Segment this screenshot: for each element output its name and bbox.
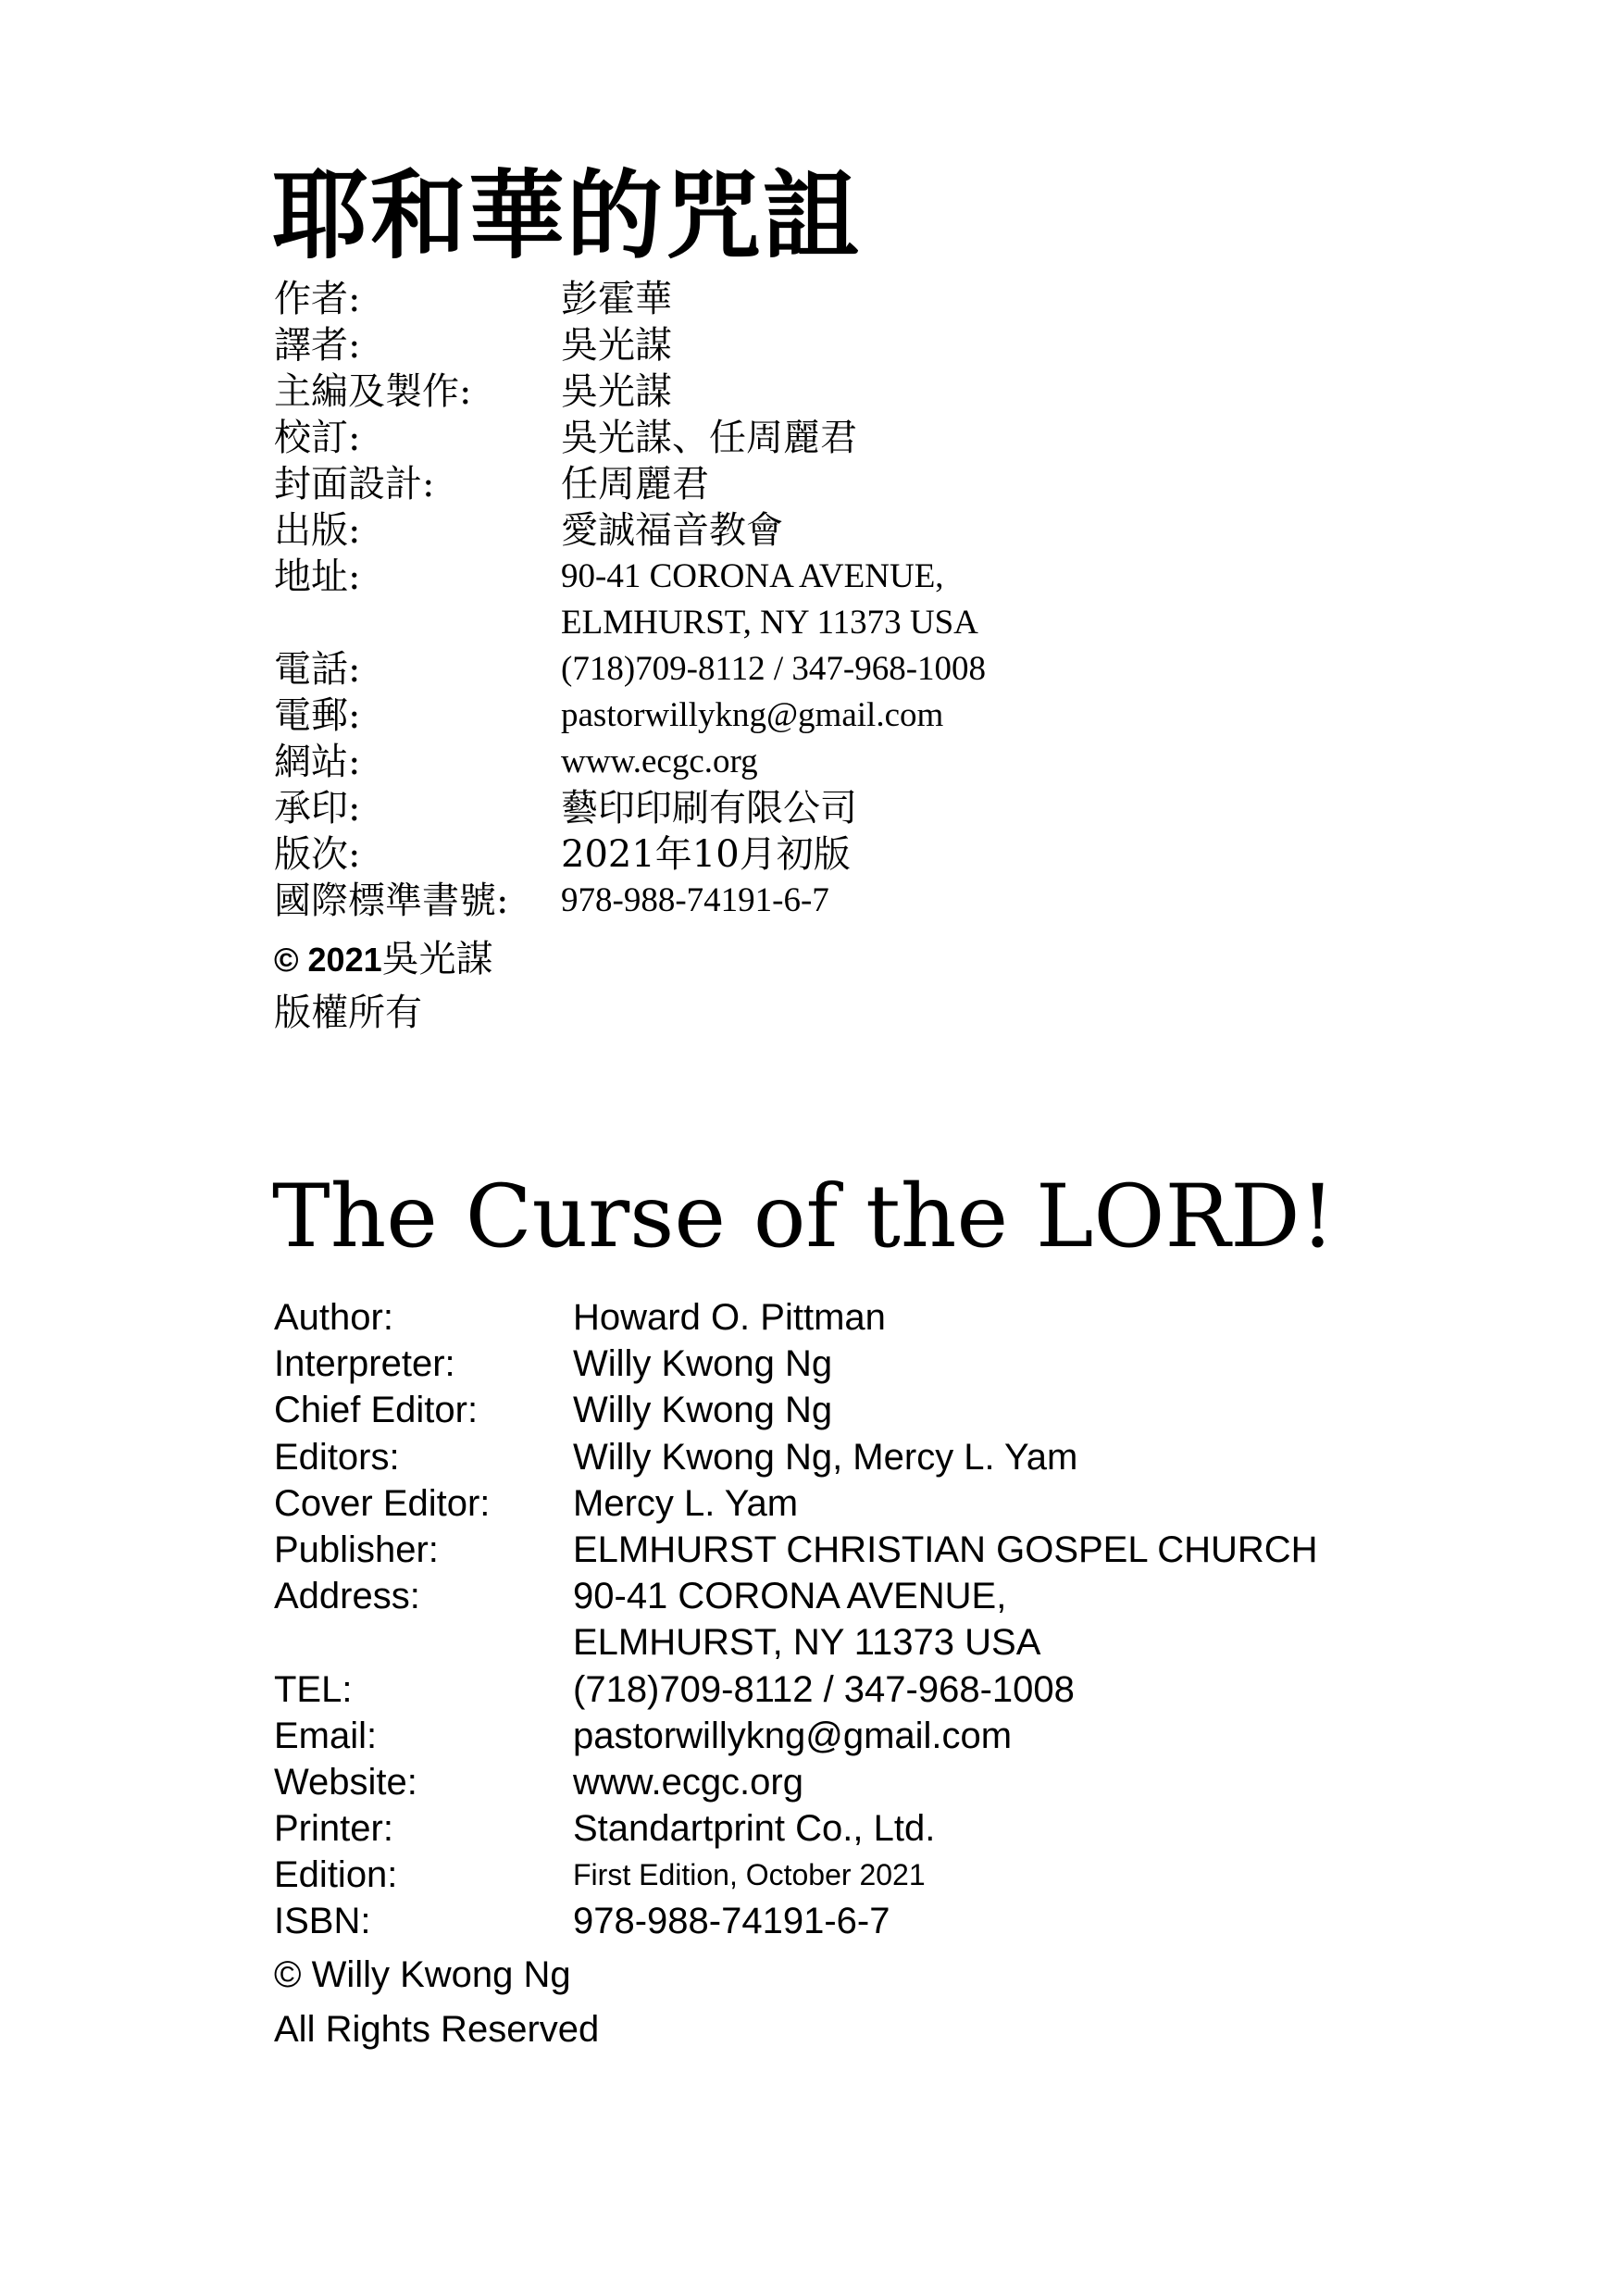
credit-value: Willy Kwong Ng <box>573 1390 833 1431</box>
credit-value: 2021年10月初版 <box>561 833 851 876</box>
credit-label: TEL: <box>274 1668 353 1710</box>
credit-value: 978-988-74191-6-7 <box>561 881 829 919</box>
credit-label: Address: <box>274 1576 420 1617</box>
credit-label: 國際標準書號: <box>274 880 509 922</box>
credit-value: 愛誠福音教會 <box>561 509 783 552</box>
credit-label: 版次: <box>274 833 361 876</box>
credit-label: 電話: <box>274 648 361 691</box>
credit-label: Publisher: <box>274 1529 439 1570</box>
credit-value: Standartprint Co., Ltd. <box>573 1808 936 1850</box>
credit-value: 吳光謀、任周麗君 <box>561 417 857 459</box>
credit-value: Mercy L. Yam <box>573 1482 799 1524</box>
chinese-copyright-line <box>274 933 493 986</box>
credit-label: 出版: <box>274 509 361 552</box>
credit-value: 90-41 CORONA AVENUE, <box>561 557 944 595</box>
credit-value: 吳光謀 <box>561 324 672 367</box>
credit-label: 地址: <box>274 555 361 598</box>
credit-label: Author: <box>274 1297 393 1338</box>
credit-label: 譯者: <box>274 324 361 367</box>
english-copyright-line: © Willy Kwong Ng <box>274 1954 571 1995</box>
credit-label: 電郵: <box>274 694 361 737</box>
english-book-title: The Curse of the LORD! <box>272 1167 1336 1267</box>
credit-value: 藝印印刷有限公司 <box>561 787 857 830</box>
credit-value: (718)709-8112 / 347-968-1008 <box>573 1668 1075 1710</box>
credit-label: Printer: <box>274 1808 393 1850</box>
credit-value: Willy Kwong Ng <box>573 1343 833 1385</box>
credit-value: Willy Kwong Ng, Mercy L. Yam <box>573 1436 1078 1478</box>
credit-value: (718)709-8112 / 347-968-1008 <box>561 650 987 688</box>
credit-value: pastorwillykng@gmail.com <box>561 696 944 734</box>
credit-value: ELMHURST, NY 11373 USA <box>561 604 978 642</box>
credit-label: 承印: <box>274 787 361 830</box>
credit-label: 主編及製作: <box>274 370 472 413</box>
copyright-holder: 吳光謀 <box>381 938 493 980</box>
credit-value: www.ecgc.org <box>561 742 758 780</box>
english-rights-reserved: All Rights Reserved <box>274 2009 600 2050</box>
credit-label: 校訂: <box>274 417 361 459</box>
credit-label: 封面設計: <box>274 463 435 505</box>
credit-label: Edition: <box>274 1854 398 1896</box>
credit-value: ELMHURST, NY 11373 USA <box>573 1622 1041 1664</box>
credit-value: Howard O. Pittman <box>573 1297 886 1338</box>
chinese-book-title: 耶和華的咒詛 <box>272 158 862 272</box>
credit-value: 978-988-74191-6-7 <box>573 1901 890 1942</box>
credit-value: 任周麗君 <box>561 463 709 505</box>
chinese-rights-reserved: 版權所有 <box>274 992 422 1034</box>
credit-value: www.ecgc.org <box>573 1761 803 1803</box>
credit-value: pastorwillykng@gmail.com <box>573 1715 1013 1756</box>
credit-label: ISBN: <box>274 1901 371 1942</box>
credit-value: 吳光謀 <box>561 370 672 413</box>
credit-label: Website: <box>274 1761 417 1803</box>
credit-value: 90-41 CORONA AVENUE, <box>573 1576 1007 1617</box>
credit-label: Interpreter: <box>274 1343 455 1385</box>
copyright-year: © 2021 <box>274 941 382 979</box>
credit-value: 彭霍華 <box>561 278 672 320</box>
credit-value: ELMHURST CHRISTIAN GOSPEL CHURCH <box>573 1529 1318 1570</box>
credit-label: Chief Editor: <box>274 1390 479 1431</box>
credit-label: Cover Editor: <box>274 1482 491 1524</box>
credit-label: Email: <box>274 1715 378 1756</box>
credit-value: First Edition, October 2021 <box>573 1858 926 1892</box>
credit-label: 網站: <box>274 741 361 783</box>
credit-label: 作者: <box>274 278 361 320</box>
credit-label: Editors: <box>274 1436 400 1478</box>
